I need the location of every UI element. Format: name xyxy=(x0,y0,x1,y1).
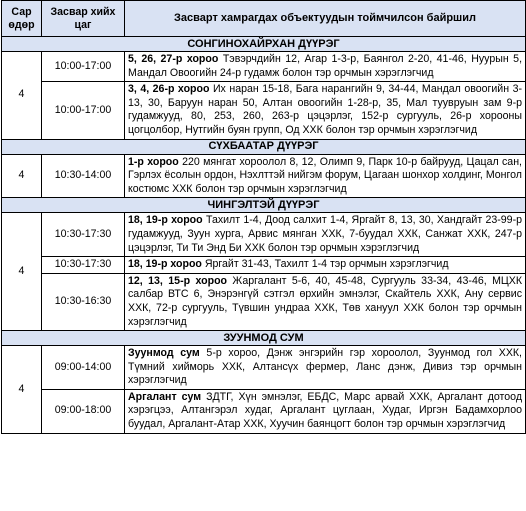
table-row xyxy=(2,346,526,390)
time-cell: 10:30-17:30 xyxy=(42,213,125,257)
section-title-row xyxy=(2,139,526,154)
time-cell: 10:30-17:30 xyxy=(42,257,125,274)
area-detail: Тэвэрчдийн 12, Агар 1-3-р, Баянгол 2-20, 41-46, Нуурын 5, Мандал Овоогийн 24-р гудамж болон тэр орчмын хэрэглэгчид xyxy=(128,53,523,79)
time-cell: 09:00-14:00 xyxy=(42,346,125,390)
section-title: СҮХБААТАР ДҮҮРЭГ xyxy=(2,139,526,154)
section-title-row xyxy=(2,198,526,213)
day-cell: 4 xyxy=(2,52,42,140)
section-title: СОНГИНОХАЙРХАН ДҮҮРЭГ xyxy=(2,37,526,52)
table-row xyxy=(2,82,526,139)
table-row xyxy=(2,389,526,433)
area-lead: 5, 26, 27-р хороо xyxy=(128,53,219,65)
table-row xyxy=(2,52,526,82)
description-cell xyxy=(125,346,526,390)
area-detail: 220 мянгат хороолол 8, 12, Олимп 9, Парк 10-р байрууд, Цацал сан, Гэрлэх ёсолын ордон, Нэхлттэй нийгэм форум, Цагаан шонхор холдинг, Монгол костюмс ХХК болон тэр орчмын хэрэглэгчид xyxy=(128,155,522,195)
table-row xyxy=(2,154,526,198)
section-title-row xyxy=(2,331,526,346)
header-day: Сар өдөр xyxy=(2,1,42,37)
area-detail: ЗДТГ, Хүн эмнэлэг, ЕБДС, Марс арвай ХХК, Аргалант дотоод хэрэгцээ, Алтангэрэл худаг, Аргалант цуглаан, Худаг, Иргэн Бадамхорлоо буудал, Аргалант-Атар ХХК, Хуучин баянцогт болон тэр орчмын хэрэглэгчид xyxy=(128,390,522,431)
description-cell xyxy=(125,273,526,330)
time-cell: 10:30-14:00 xyxy=(42,154,125,198)
section-title: ЗУУНМОД СУМ xyxy=(2,331,526,346)
area-lead: Аргалант сум xyxy=(128,390,202,403)
section-title-row xyxy=(2,37,526,52)
description-cell xyxy=(125,154,526,198)
outage-schedule-table xyxy=(1,0,526,434)
day-cell: 4 xyxy=(2,154,42,198)
table-row xyxy=(2,213,526,257)
area-detail: Жаргалант 5-6, 40, 45-48, Сургууль 33-34, 43-46, МЦХК салбар ВТС 6, Энэрэнгүй сэтгэл өрхийн эмнэлэг, Скайтель ХХК, Ану сервис ХХК, 72-р сургууль, Түвшин ундраа ХХК, Төв хануул ХХК болон тэр орчмын хэрэглэгчид xyxy=(128,274,523,328)
area-lead: 3, 4, 26-р хороо xyxy=(128,83,210,96)
day-cell: 4 xyxy=(2,346,42,434)
day-cell: 4 xyxy=(2,213,42,331)
area-detail: Их наран 15-18, Бага нарангийн 9, 34-44, Мандал овоогийн 3-13, 30, Баруун наран 50, Алтан овоогийн 1-28-р, 35, Мал туувруын зам 9-р гудамжууд, 80, 253, 260, 263-р цэцэрлэг, 152-р сургууль, 26-р хорооны цогцолбор, Нутгийн буян групп, Од ХХК болон тэр орчмын хэрэглэгчид xyxy=(128,83,522,136)
table-header-row xyxy=(2,1,526,37)
area-lead: 18, 19-р хороо xyxy=(128,214,203,227)
description-cell xyxy=(125,52,526,82)
time-cell: 10:00-17:00 xyxy=(42,82,125,139)
description-cell xyxy=(125,213,526,257)
area-detail: Тахилт 1-4, Доод салхит 1-4, Яргайт 8, 13, 30, Хандгайт 23-99-р гудамжууд, Зуун хурга, Арвис мянган ХХК, 7-буудал ХХК, Санжат ХХК, 247-р цэцэрлэг, Ти Ти Энд Би ХХК болон тэр орчмын хэрэглэгчид xyxy=(128,214,522,254)
description-cell xyxy=(125,389,526,433)
section-title: ЧИНГЭЛТЭЙ ДҮҮРЭГ xyxy=(2,198,526,213)
area-detail: Яргайт 31-43, Тахилт 1-4 тэр орчмын хэрэглэгчид xyxy=(201,258,449,271)
outage-table-wrapper xyxy=(1,0,525,434)
table-row xyxy=(2,273,526,330)
description-cell xyxy=(125,257,526,274)
table-row xyxy=(2,257,526,274)
time-cell: 10:30-16:30 xyxy=(42,273,125,330)
description-cell xyxy=(125,82,526,139)
area-lead: 12, 13, 15-р хороо xyxy=(128,274,228,287)
time-cell: 09:00-18:00 xyxy=(42,389,125,433)
area-lead: 1-р хороо xyxy=(128,155,179,168)
area-lead: Зуунмод сум xyxy=(128,347,200,360)
area-lead: 18, 19-р хороо xyxy=(128,258,202,271)
header-time: Засвар хийх цаг xyxy=(42,1,125,37)
header-description: Засварт хамрагдах объектуудын тоймчилсон байршил xyxy=(125,1,526,37)
time-cell: 10:00-17:00 xyxy=(42,52,125,82)
area-detail: 5-р хороо, Дэнж энгэрийн гэр хороолол, Зуунмод гол ХХК, Түмний хийморь ХХК, Алтансүх фермер, Ланс дэнж, Дивиз тэр орчмын хэрэглэгчид xyxy=(128,347,522,387)
